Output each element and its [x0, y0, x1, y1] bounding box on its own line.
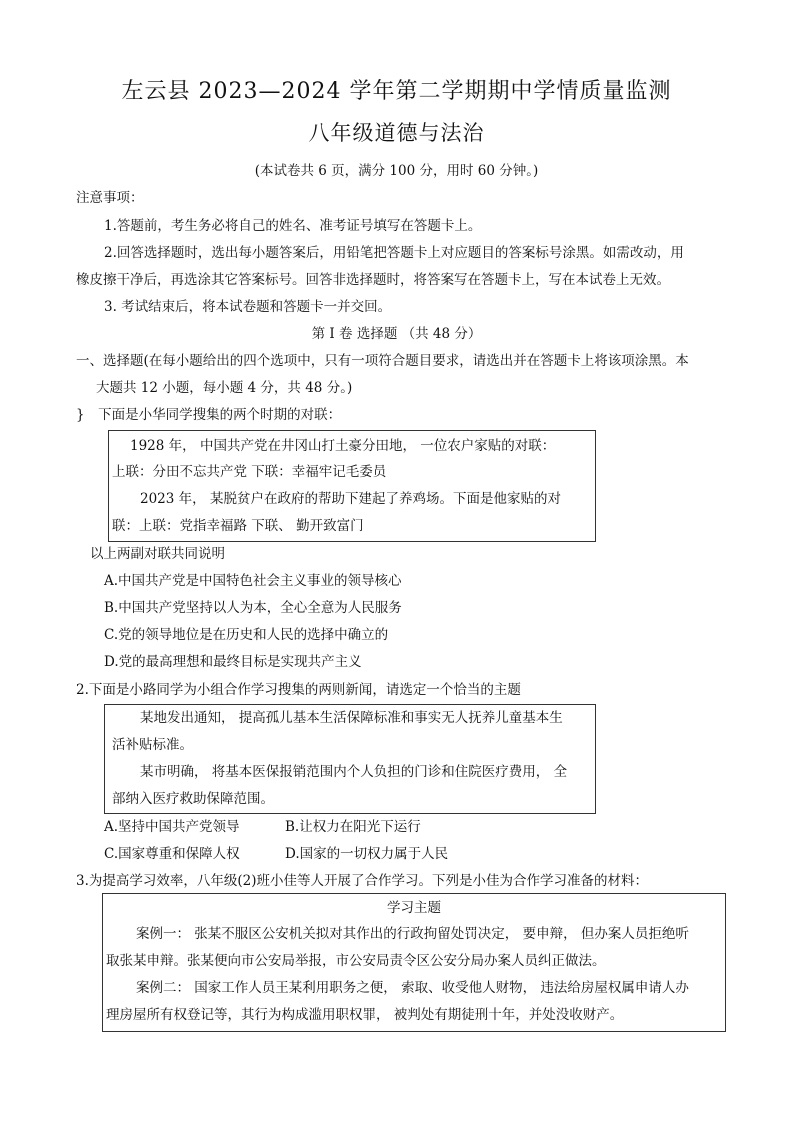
q1-box-line-3: 2023 年， 某脱贫户在政府的帮助下建起了养鸡场。下面是他家贴的对	[140, 491, 561, 507]
q2-box-line-4: 部纳入医疗救助保障范围。	[112, 791, 274, 807]
q2-box-line-2: 活补贴标准。	[112, 737, 193, 753]
q3-case-2-line-1: 案例二： 国家工作人员王某利用职务之便， 索取、收受他人财物， 违法给房屋权属申请人办	[136, 980, 689, 996]
notice-item-2-line-1: 2.回答选择题时，选出每小题答案后，用铅笔把答题卡上对应题目的答案标号涂黑。如需改动，用	[104, 245, 684, 261]
q2-option-d: D.国家的一切权力属于人民	[285, 846, 449, 862]
q1-option-a: A.中国共产党是中国特色社会主义事业的领导核心	[104, 573, 402, 589]
notice-heading: 注意事项：	[76, 190, 144, 206]
q3-stem: 3.为提高学习效率，八年级(2)班小佳等人开展了合作学习。下列是小佳为合作学习准备的材料：	[76, 873, 649, 889]
q2-stem: 2.下面是小路同学为小组合作学习搜集的两则新闻，请选定一个恰当的主题	[76, 682, 521, 698]
q1-option-c: C.党的领导地位是在历史和人民的选择中确立的	[104, 627, 389, 643]
exam-title: 左云县 2023—2024 学年第二学期期中学情质量监测	[121, 79, 672, 104]
q1-box-line-4: 联：上联：党指幸福路 下联、 勤开致富门	[112, 518, 364, 534]
q2-option-b: B.让权力在阳光下运行	[285, 819, 421, 835]
q1-box-line-2: 上联：分田不忘共产党 下联：幸福牢记毛委员	[112, 464, 387, 480]
q2-option-c: C.国家尊重和保障人权	[104, 846, 240, 862]
q1-option-d: D.党的最高理想和最终目标是实现共产主义	[104, 654, 362, 670]
q2-box-line-3: 某市明确， 将基本医保报销范围内个人负担的门诊和住院医疗费用， 全	[140, 764, 568, 780]
q2-box-line-1: 某地发出通知， 提高孤儿基本生活保障标准和事实无人抚养儿童基本生	[140, 710, 563, 726]
notice-item-3: 3. 考试结束后，将本试卷题和答题卡一并交回。	[104, 299, 392, 315]
part1-instruction-line-1: 一、选择题(在每小题给出的四个选项中，只有一项符合题目要求，请选出并在答题卡上将该项涂黑。本	[76, 353, 689, 369]
q3-case-1-line-1: 案例一： 张某不服区公安机关拟对其作出的行政拘留处罚决定， 要申辩， 但办案人员拒绝听	[136, 926, 689, 942]
part1-heading: 第 I 卷 选择题 （共 48 分）	[311, 326, 482, 342]
q1-stem: } 下面是小华同学搜集的两个时期的对联：	[76, 407, 342, 423]
exam-subject: 八年级道德与法治	[308, 121, 485, 145]
q1-question: 以上两副对联共同说明	[90, 546, 225, 562]
q3-box-title: 学习主题	[387, 900, 441, 916]
q1-option-b: B.中国共产党坚持以人为本，全心全意为人民服务	[104, 600, 402, 616]
q3-case-1-line-2: 取张某申辩。张某便向市公安局举报，市公安局责令区公安分局办案人员纠正做法。	[106, 953, 606, 969]
part1-instruction-line-2: 大题共 12 小题，每小题 4 分，共 48 分。)	[96, 380, 353, 396]
exam-note: (本试卷共 6 页，满分 100 分，用时 60 分钟。)	[254, 163, 539, 179]
q3-case-2-line-2: 理房屋所有权登记等，其行为构成滥用职权罪， 被判处有期徒刑十年，并处没收财产。	[106, 1007, 624, 1023]
q1-box-line-1: 1928 年， 中国共产党在井冈山打土豪分田地， 一位农户家贴的对联：	[130, 438, 556, 454]
notice-item-1: 1.答题前，考生务必将自己的姓名、准考证号填写在答题卡上。	[104, 218, 482, 234]
q2-option-a: A.坚持中国共产党领导	[104, 819, 240, 835]
notice-item-2-line-2: 橡皮擦干净后，再选涂其它答案标号。回答非选择题时，将答案写在答题卡上，写在本试卷上无效。	[76, 272, 670, 288]
